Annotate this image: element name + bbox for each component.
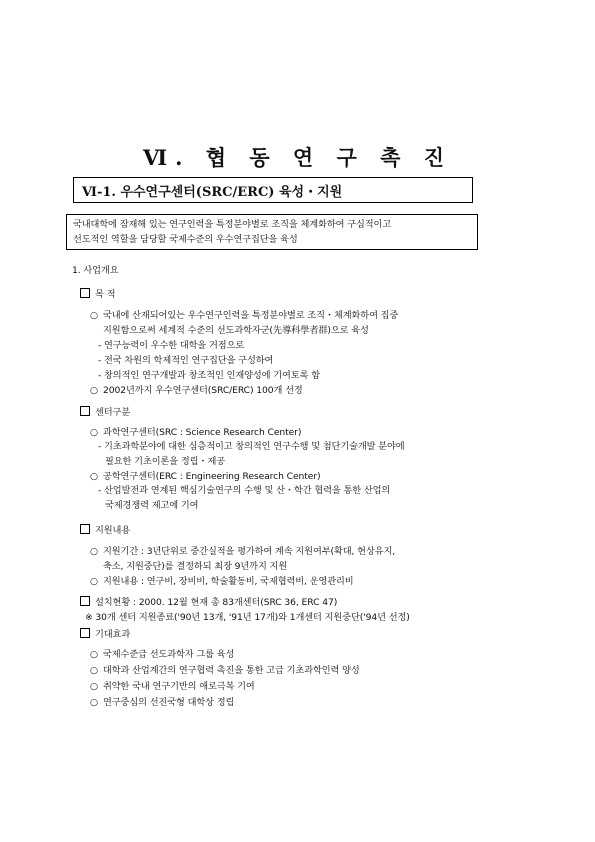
list-item: ○ 대학과 산업계간의 연구협력 촉진을 통한 고급 기초과학인력 양성 <box>90 665 360 676</box>
checkbox-square-icon <box>80 524 90 534</box>
sub-item: - 산업발전과 연계된 핵심기술연구의 수행 및 산・학간 협력을 통한 산업의 <box>98 485 391 496</box>
circle-bullet-icon: ○ <box>90 546 98 557</box>
list-item: ○ 국내에 산재되어있는 우수연구인력을 특정분야별로 조직・체계화하여 집중 <box>90 310 399 321</box>
summary-line: 국내대학에 잠재해 있는 연구인력을 특정분야별로 조직을 체계화하여 구심적이고 <box>73 219 392 230</box>
list-item-continued: 지원함으로써 세계적 수준의 선도과학자군(先導科學者群)으로 육성 <box>103 325 369 336</box>
sub-item: - 전국 차원의 학제적인 연구집단을 구성하여 <box>98 355 274 366</box>
group-support-heading: 지원내용 <box>80 522 130 536</box>
page-title: Ⅵ. 협 동 연 구 촉 진 <box>142 145 453 170</box>
circle-bullet-icon: ○ <box>90 310 98 321</box>
list-item: ○ 지원내용 : 연구비, 장비비, 학술활동비, 국제협력비, 운영관리비 <box>90 576 354 587</box>
checkbox-square-icon <box>80 628 90 638</box>
list-item: ○ 공학연구센터(ERC : Engineering Research Center) <box>90 471 321 482</box>
summary-box <box>66 214 478 250</box>
group-purpose-heading: 목 적 <box>80 286 115 300</box>
circle-bullet-icon: ○ <box>90 427 98 438</box>
section-1-title: 1. 사업개요 <box>72 265 119 276</box>
sub-item-continued: 국제경쟁력 제고에 기여 <box>105 500 199 511</box>
list-item: ○ 과학연구센터(SRC : Science Research Center) <box>90 427 302 438</box>
sub-item-continued: 필요한 기초이론을 정립・제공 <box>105 456 226 467</box>
list-item: ○ 국제수준급 선도과학자 그룹 육성 <box>90 649 235 660</box>
circle-bullet-icon: ○ <box>90 665 98 676</box>
circle-bullet-icon: ○ <box>90 471 98 482</box>
list-item: ○ 지원기간 : 3년단위로 중간실적을 평가하여 계속 지원여부(확대, 현상유지, <box>90 546 396 557</box>
summary-line: 선도적인 역할을 담당할 국제수준의 우수연구집단을 육성 <box>73 234 298 245</box>
checkbox-square-icon <box>80 288 90 298</box>
group-status-heading: 설치현황 : 2000. 12월 현재 총 83개센터(SRC 36, ERC 47) <box>80 594 337 608</box>
checkbox-square-icon <box>80 596 90 606</box>
sub-item: - 창의적인 연구개발과 창조적인 인재양성에 기여토록 함 <box>98 370 320 381</box>
circle-bullet-icon: ○ <box>90 681 98 692</box>
group-center-type-heading: 센터구분 <box>80 404 130 418</box>
list-item: ○ 연구중심의 선진국형 대학상 정립 <box>90 697 235 708</box>
checkbox-square-icon <box>80 406 90 416</box>
circle-bullet-icon: ○ <box>90 576 98 587</box>
section-heading: Ⅵ-1. 우수연구센터(SRC/ERC) 육성・지원 <box>73 177 473 203</box>
circle-bullet-icon: ○ <box>90 385 98 396</box>
circle-bullet-icon: ○ <box>90 649 98 660</box>
list-item: ○ 취약한 국내 연구기반의 애로극복 기여 <box>90 681 255 692</box>
list-item: ○ 2002년까지 우수연구센터(SRC/ERC) 100개 선정 <box>90 385 303 396</box>
sub-item: - 기초과학분야에 대한 심층적이고 창의적인 연구수행 및 첨단기술개발 분야에 <box>98 441 405 452</box>
status-note: ※ 30개 센터 지원종료('90년 13개, '91년 17개)와 1개센터 지원중단('94년 선정) <box>85 612 410 623</box>
sub-item: - 연구능력이 우수한 대학을 거점으로 <box>98 340 245 351</box>
list-item-continued: 축소, 지원중단)를 결정하되 최장 9년까지 지원 <box>103 561 288 572</box>
group-effect-heading: 기대효과 <box>80 626 130 640</box>
circle-bullet-icon: ○ <box>90 697 98 708</box>
